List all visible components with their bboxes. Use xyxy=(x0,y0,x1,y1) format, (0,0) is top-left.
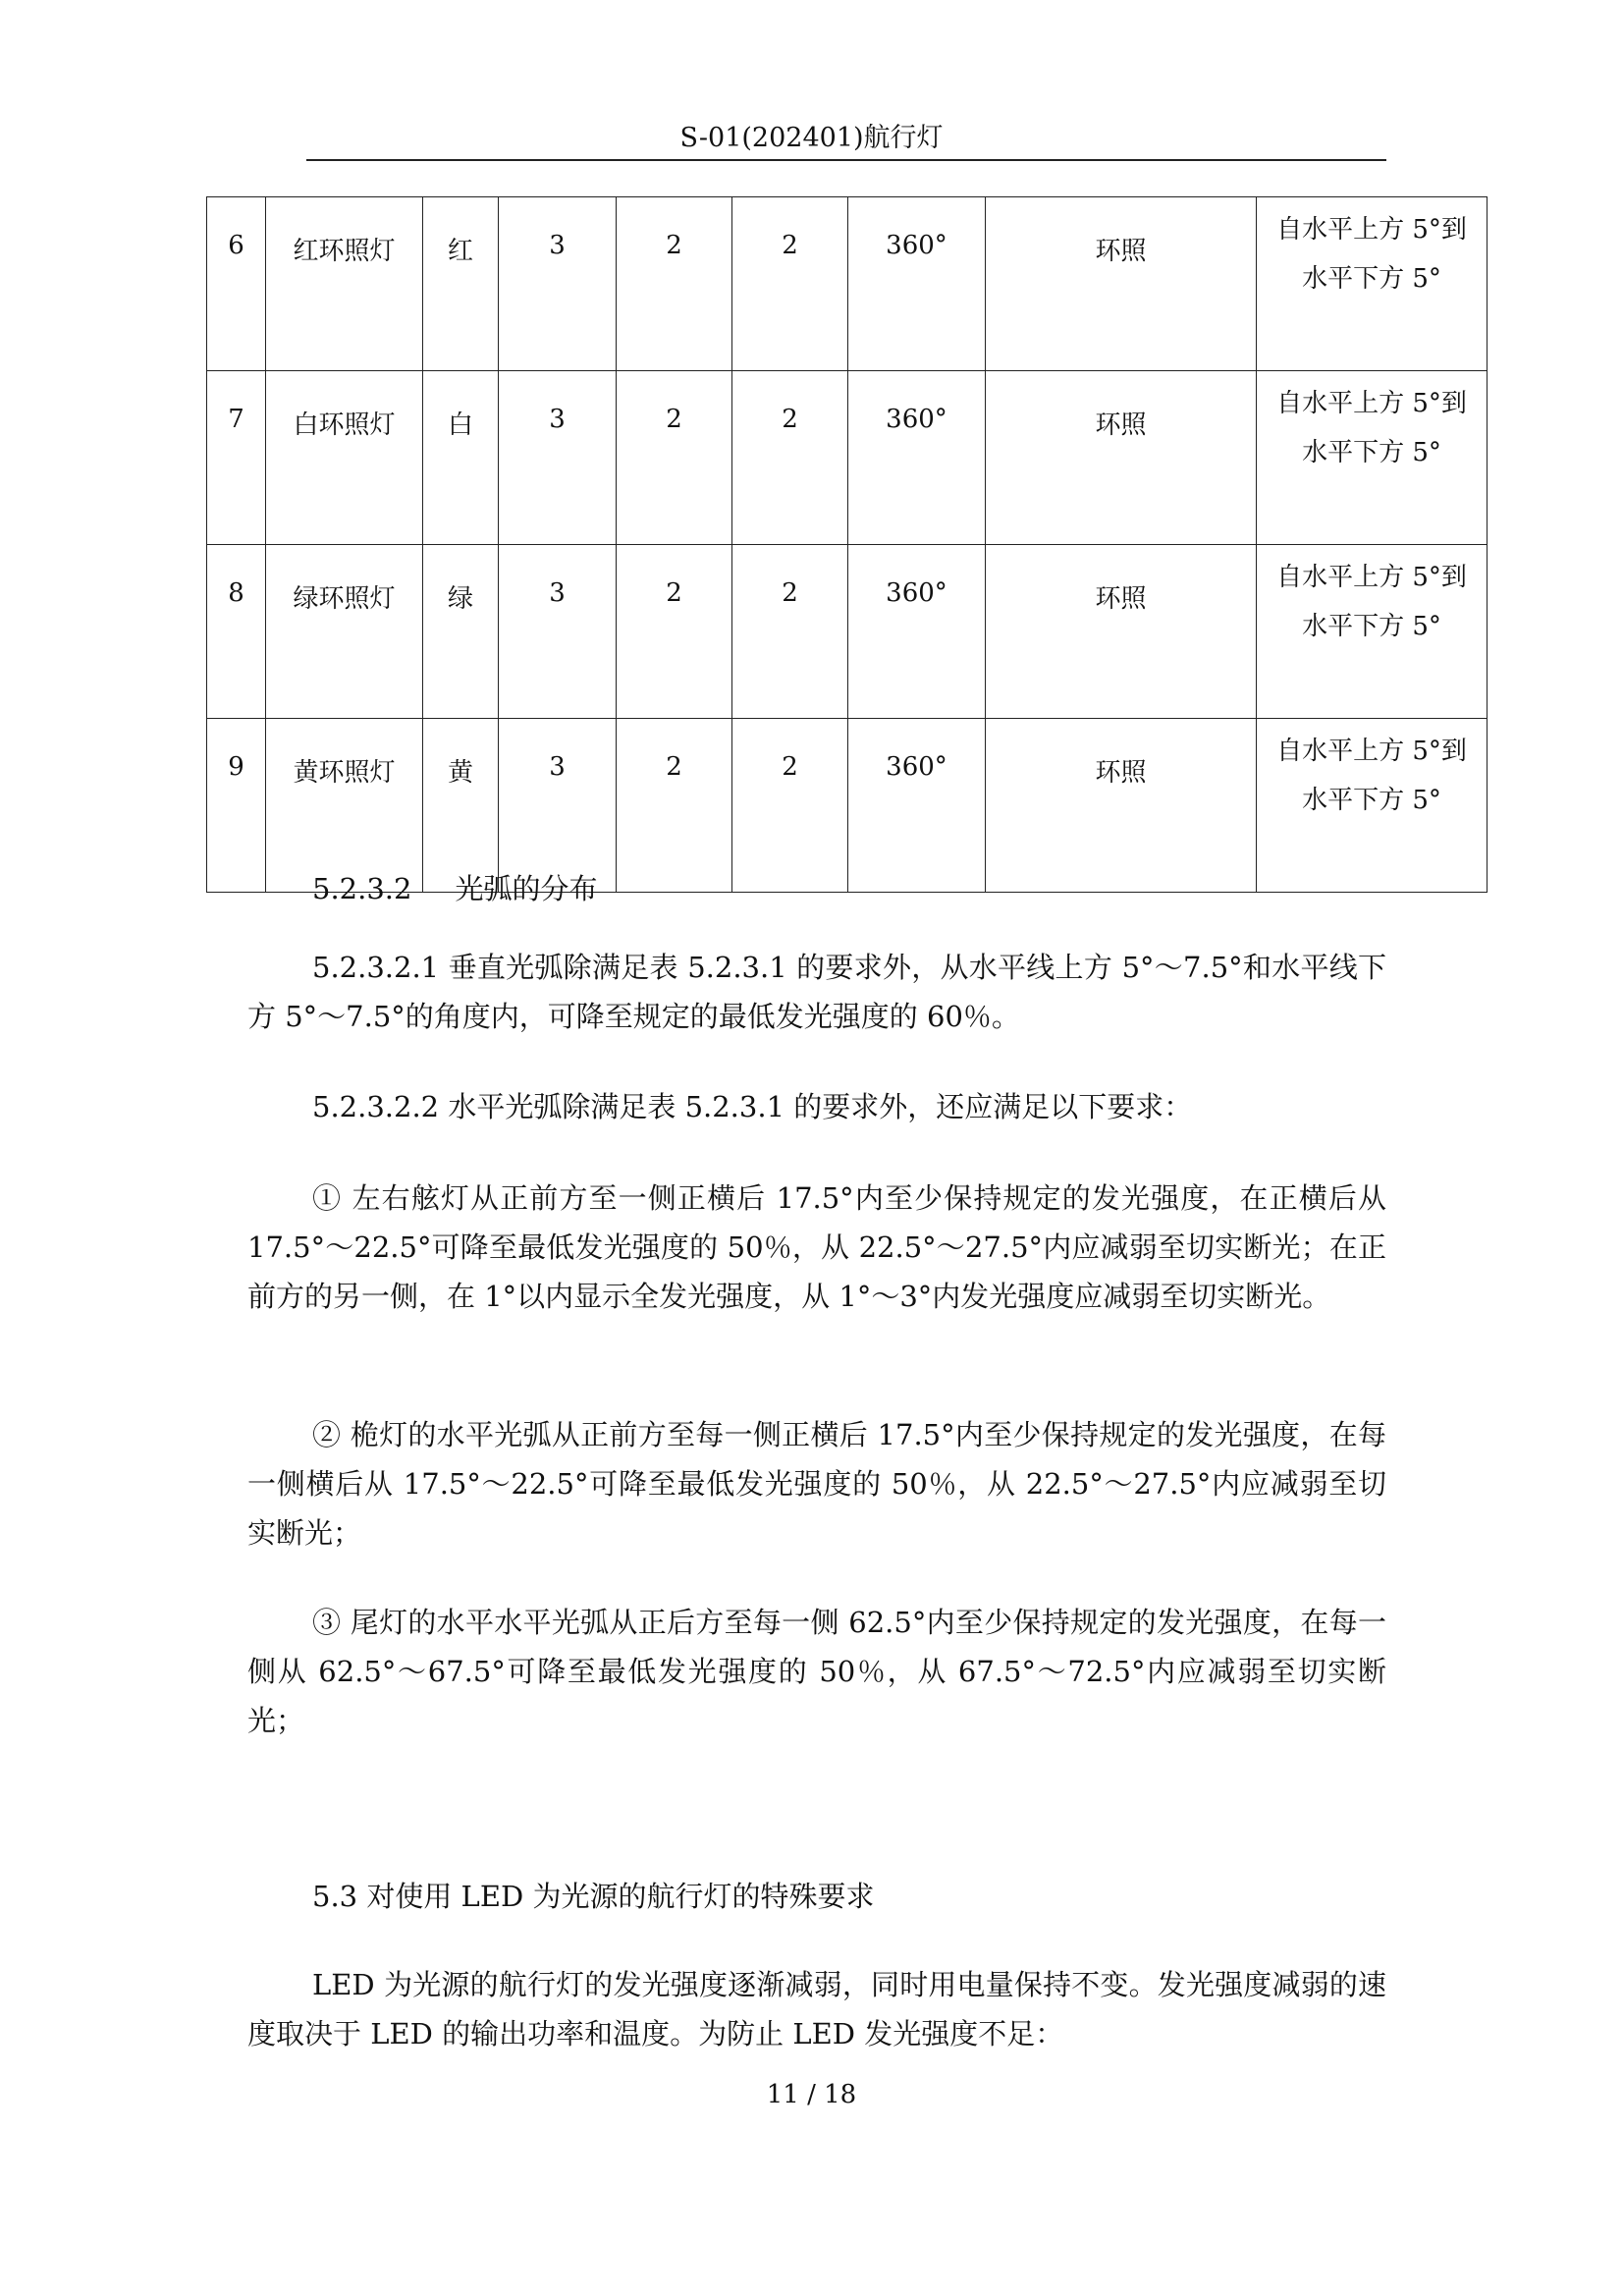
vertical-arc-line-2: 水平下方 5° xyxy=(1302,264,1441,294)
horizontal-arc-cell: 360° xyxy=(848,719,986,893)
row-number-cell: 9 xyxy=(207,719,266,893)
light-color-cell: 红 xyxy=(423,197,499,371)
light-name-cell: 红环照灯 xyxy=(266,197,423,371)
paragraph-text: LED 为光源的航行灯的发光强度逐渐减弱，同时用电量保持不变。发光强度减弱的速度取决于 LED 的输出功率和温度。为防止 LED 发光强度不足： xyxy=(247,1968,1386,2050)
vertical-arc-cell xyxy=(1257,371,1488,545)
paragraph-text: 5.2.3.2.1 垂直光弧除满足表 5.2.3.1 的要求外，从水平线上方 5°～7.5°和水平线下方 5°～7.5°的角度内，可降至规定的最低发光强度的 60％。 xyxy=(247,951,1386,1033)
paragraph-text: 5.2.3.2.2 水平光弧除满足表 5.2.3.1 的要求外，还应满足以下要求： xyxy=(312,1090,1193,1123)
paragraph-5-3 xyxy=(247,1960,1386,2058)
section-title: 光弧的分布 xyxy=(455,872,598,905)
light-color-cell: 白 xyxy=(423,371,499,545)
light-name-cell: 白环照灯 xyxy=(266,371,423,545)
vertical-arc-line-1: 自水平上方 5°到 xyxy=(1276,563,1467,592)
value-cell: 2 xyxy=(732,371,848,545)
page-number: 11 / 18 xyxy=(766,2080,857,2109)
light-name-cell: 黄环照灯 xyxy=(266,719,423,893)
vertical-arc-line-1: 自水平上方 5°到 xyxy=(1276,389,1467,418)
list-item-2 xyxy=(247,1410,1386,1558)
table-row xyxy=(207,371,1488,545)
section-number: 5.2.3.2 xyxy=(312,872,412,905)
light-type-cell: 环照 xyxy=(986,197,1257,371)
vertical-arc-cell xyxy=(1257,545,1488,719)
value-cell: 2 xyxy=(732,197,848,371)
vertical-arc-line-1: 自水平上方 5°到 xyxy=(1276,215,1467,245)
horizontal-arc-cell: 360° xyxy=(848,371,986,545)
value-cell: 3 xyxy=(499,371,617,545)
list-item-3 xyxy=(247,1598,1386,1745)
document-header-title: S-01(202401)航行灯 xyxy=(679,123,944,153)
header-divider xyxy=(306,159,1386,161)
value-cell: 3 xyxy=(499,197,617,371)
table-row xyxy=(207,197,1488,371)
vertical-arc-line-2: 水平下方 5° xyxy=(1302,786,1441,815)
vertical-arc-line-2: 水平下方 5° xyxy=(1302,612,1441,641)
light-color-cell: 黄 xyxy=(423,719,499,893)
light-name-cell: 绿环照灯 xyxy=(266,545,423,719)
value-cell: 3 xyxy=(499,545,617,719)
light-type-cell: 环照 xyxy=(986,371,1257,545)
section-title: 5.3 对使用 LED 为光源的航行灯的特殊要求 xyxy=(312,1880,875,1913)
section-5-3-heading xyxy=(247,1872,1386,1921)
list-item-1 xyxy=(247,1174,1386,1321)
value-cell: 2 xyxy=(617,719,732,893)
list-item-text: ③ 尾灯的水平水平光弧从正后方至每一侧 62.5°内至少保持规定的发光强度，在每一侧从 62.5°～67.5°可降至最低发光强度的 50％，从 67.5°～72.5°内应减弱至切实断光； xyxy=(247,1606,1386,1737)
value-cell: 2 xyxy=(732,545,848,719)
paragraph-5-2-3-2-2 xyxy=(247,1082,1386,1131)
horizontal-arc-cell: 360° xyxy=(848,197,986,371)
light-color-cell: 绿 xyxy=(423,545,499,719)
value-cell: 2 xyxy=(617,545,732,719)
paragraph-5-2-3-2-1 xyxy=(247,943,1386,1041)
row-number-cell: 6 xyxy=(207,197,266,371)
value-cell: 2 xyxy=(617,197,732,371)
table-body xyxy=(207,197,1488,893)
value-cell: 2 xyxy=(617,371,732,545)
value-cell: 2 xyxy=(732,719,848,893)
value-cell: 3 xyxy=(499,719,617,893)
lights-spec-table xyxy=(206,196,1488,893)
light-type-cell: 环照 xyxy=(986,719,1257,893)
horizontal-arc-cell: 360° xyxy=(848,545,986,719)
list-item-text: ② 桅灯的水平光弧从正前方至每一侧正横后 17.5°内至少保持规定的发光强度，在每一侧横后从 17.5°～22.5°可降至最低发光强度的 50％，从 22.5°～27.5°内应减弱至切实断光； xyxy=(247,1418,1386,1550)
row-number-cell: 7 xyxy=(207,371,266,545)
list-item-text: ① 左右舷灯从正前方至一侧正横后 17.5°内至少保持规定的发光强度，在正横后从 17.5°～22.5°可降至最低发光强度的 50％，从 22.5°～27.5°内应减弱至切实断光；在正前方的另一侧，在 1°以内显示全发光强度，从 1°～3°内发光强度应减弱至切实断光。 xyxy=(247,1181,1386,1313)
light-type-cell: 环照 xyxy=(986,545,1257,719)
vertical-arc-line-2: 水平下方 5° xyxy=(1302,438,1441,467)
vertical-arc-line-1: 自水平上方 5°到 xyxy=(1276,737,1467,766)
section-5-2-3-2-heading xyxy=(247,864,1386,913)
vertical-arc-cell xyxy=(1257,197,1488,371)
table-row xyxy=(207,545,1488,719)
row-number-cell: 8 xyxy=(207,545,266,719)
